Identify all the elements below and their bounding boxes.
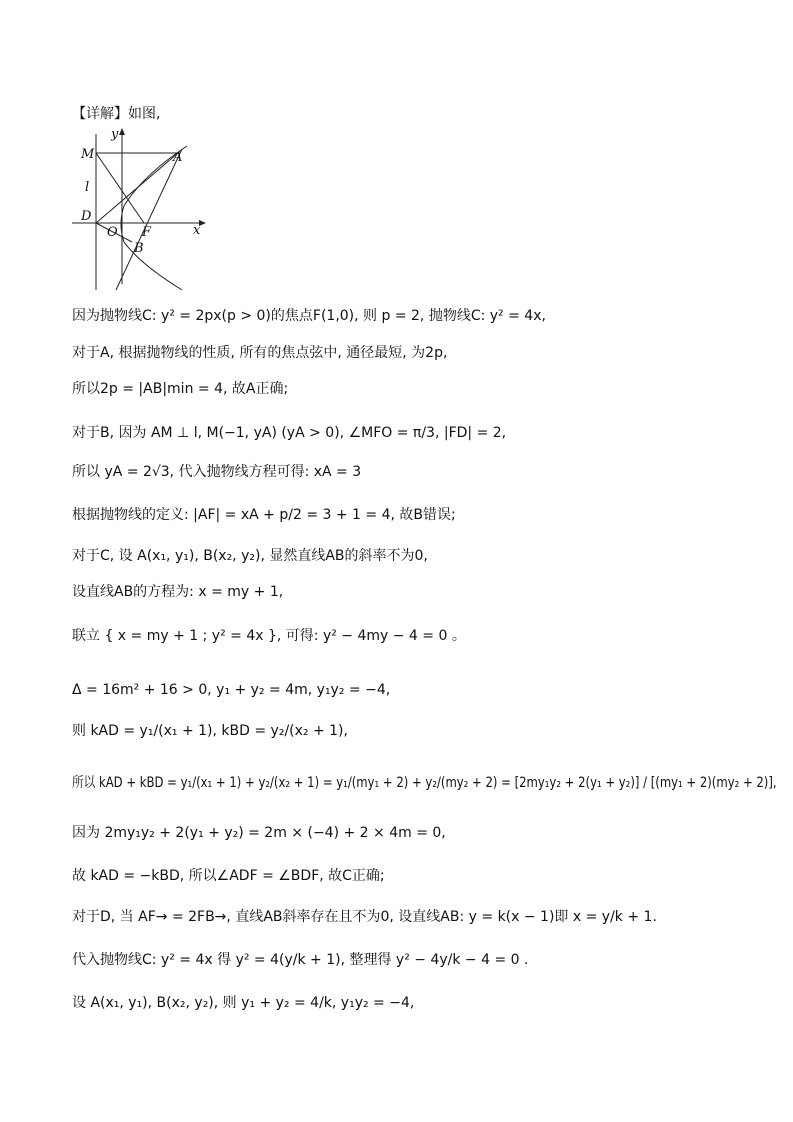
parabola-figure — [72, 124, 212, 292]
text-line-1: 因为抛物线C: y² = 2px(p > 0)的焦点F(1,0), 则 p = 2, 抛物线C: y² = 4x, — [72, 308, 546, 324]
label-M: M — [81, 147, 95, 162]
label-l: l — [85, 180, 90, 195]
text-line-16: 代入抛物线C: y² = 4x 得 y² = 4(y/k + 1), 整理得 y² − 4y/k − 4 = 0 . — [72, 952, 529, 968]
text-line-13: 因为 2my₁y₂ + 2(y₁ + y₂) = 2m × (−4) + 2 × 4m = 0, — [72, 825, 446, 841]
text-line-8: 设直线AB的方程为: x = my + 1, — [72, 584, 284, 600]
label-F: F — [142, 225, 152, 240]
text-line-11: 则 kAD = y₁/(x₁ + 1), kBD = y₂/(x₂ + 1), — [72, 723, 348, 739]
text-line-10: Δ = 16m² + 16 > 0, y₁ + y₂ = 4m, y₁y₂ = −4, — [72, 682, 391, 698]
text-line-4: 对于B, 因为 AM ⊥ l, M(−1, yA) (yA > 0), ∠MFO = π/3, |FD| = 2, — [72, 425, 507, 441]
text-line-17: 设 A(x₁, y₁), B(x₂, y₂), 则 y₁ + y₂ = 4/k, y₁y₂ = −4, — [72, 995, 415, 1011]
text-line-15: 对于D, 当 AF→ = 2FB→, 直线AB斜率存在且不为0, 设直线AB: y = k(x − 1)即 x = y/k + 1. — [72, 909, 657, 925]
text-line-12: 所以 kAD + kBD = y₁/(x₁ + 1) + y₂/(x₂ + 1) = y₁/(my₁ + 2) + y₂/(my₂ + 2) = [2my₁y₂ + 2(y₁ + y₂)] / [(my₁ + 2)(my₂ + 2)], — [72, 775, 777, 791]
label-O: O — [107, 225, 118, 240]
text-line-6: 根据抛物线的定义: |AF| = xA + p/2 = 3 + 1 = 4, 故B错误; — [72, 507, 456, 523]
label-D: D — [81, 209, 92, 224]
text-line-9: 联立 { x = my + 1 ; y² = 4x }, 可得: y² − 4my − 4 = 0 。 — [72, 628, 466, 644]
text-line-3: 所以2p = |AB|min = 4, 故A正确; — [72, 381, 289, 397]
text-line-14: 故 kAD = −kBD, 所以∠ADF = ∠BDF, 故C正确; — [72, 868, 385, 884]
text-line-2: 对于A, 根据抛物线的性质, 所有的焦点弦中, 通径最短, 为2p, — [72, 345, 448, 361]
label-A: A — [173, 150, 183, 165]
label-y: y — [111, 127, 119, 142]
heading: 【详解】如图, — [72, 106, 161, 122]
text-line-5: 所以 yA = 2√3, 代入抛物线方程可得: xA = 3 — [72, 464, 362, 480]
label-x: x — [193, 223, 201, 238]
label-B: B — [134, 241, 144, 256]
text-line-7: 对于C, 设 A(x₁, y₁), B(x₂, y₂), 显然直线AB的斜率不为0, — [72, 548, 428, 564]
